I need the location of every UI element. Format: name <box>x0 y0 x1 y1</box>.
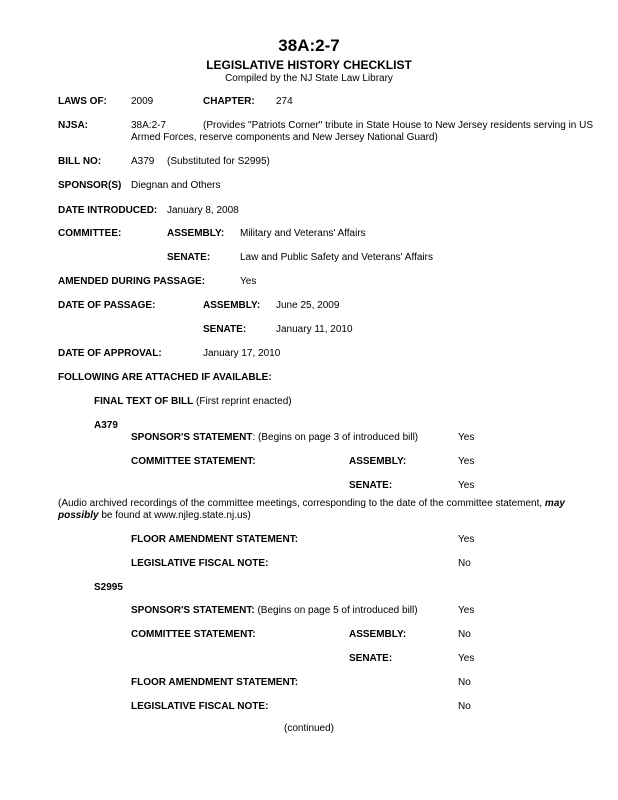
bill-no-note: (Substituted for S2995) <box>167 156 270 167</box>
chapter-value: 274 <box>276 96 293 107</box>
a379-floor-value: Yes <box>458 534 475 545</box>
document-title: LEGISLATIVE HISTORY CHECKLIST <box>206 58 412 72</box>
audio-note-before: (Audio archived recordings of the committee meetings, corresponding to the date of the committee statement, <box>58 498 545 509</box>
a379-sponsor-label: SPONSOR'S STATEMENT <box>131 432 253 443</box>
njsa-description: (Provides "Patriots Corner" tribute in State House to New Jersey residents serving in US Armed Forces, reserve components and New Jersey National Guard) <box>131 120 594 143</box>
a379-committee-label: COMMITTEE STATEMENT: <box>131 456 256 467</box>
approval-label: DATE OF APPROVAL: <box>58 348 162 359</box>
s2995-floor-value: No <box>458 677 471 688</box>
s2995-floor-label: FLOOR AMENDMENT STATEMENT: <box>131 677 299 688</box>
committee-senate-value: Law and Public Safety and Veterans' Affairs <box>240 252 433 263</box>
date-introduced-label: DATE INTRODUCED: <box>58 205 158 216</box>
a379-assembly-value: Yes <box>458 456 475 467</box>
s2995-sponsor-note: (Begins on page 5 of introduced bill) <box>254 605 418 616</box>
s2995-committee-label: COMMITTEE STATEMENT: <box>131 629 256 640</box>
a379-sponsor-value: Yes <box>458 432 475 443</box>
passage-label: DATE OF PASSAGE: <box>58 300 156 311</box>
attached-heading: FOLLOWING ARE ATTACHED IF AVAILABLE: <box>58 372 272 383</box>
committee-assembly-label: ASSEMBLY: <box>167 228 225 239</box>
a379-sponsor-line <box>131 432 418 444</box>
amended-label: AMENDED DURING PASSAGE: <box>58 276 206 287</box>
committee-label: COMMITTEE: <box>58 228 122 239</box>
date-introduced-value: January 8, 2008 <box>167 205 239 216</box>
s2995-sponsor-value: Yes <box>458 605 475 616</box>
a379-fiscal-label: LEGISLATIVE FISCAL NOTE: <box>131 558 269 569</box>
s2995-sponsor-line <box>131 605 418 617</box>
audio-note-after: be found at www.njleg.state.nj.us) <box>98 510 251 521</box>
final-text-note: (First reprint enacted) <box>196 396 292 407</box>
audio-note-emphasis: may possibly <box>58 498 565 521</box>
a379-sponsor-note: : (Begins on page 3 of introduced bill) <box>252 432 419 443</box>
sponsors-label: SPONSOR(S) <box>58 180 122 191</box>
a379-heading: A379 <box>94 420 118 431</box>
citation-heading: 38A:2-7 <box>278 36 340 55</box>
approval-value: January 17, 2010 <box>203 348 281 359</box>
final-text-label: FINAL TEXT OF BILL <box>94 396 194 407</box>
a379-fiscal-value: No <box>458 558 471 569</box>
a379-senate-value: Yes <box>458 480 475 491</box>
s2995-senate-value: Yes <box>458 653 475 664</box>
bill-no-value: A379 <box>131 156 155 167</box>
a379-senate-label: SENATE: <box>349 480 393 491</box>
compiled-by: Compiled by the NJ State Law Library <box>225 73 393 84</box>
laws-of-value: 2009 <box>131 96 154 107</box>
s2995-assembly-value: No <box>458 629 471 640</box>
committee-senate-label: SENATE: <box>167 252 211 263</box>
passage-senate-label: SENATE: <box>203 324 247 335</box>
continued-note: (continued) <box>283 723 335 734</box>
s2995-senate-label: SENATE: <box>349 653 393 664</box>
a379-assembly-label: ASSEMBLY: <box>349 456 407 467</box>
amended-value: Yes <box>240 276 257 287</box>
s2995-fiscal-value: No <box>458 701 471 712</box>
sponsors-value: Diegnan and Others <box>131 180 221 191</box>
s2995-assembly-label: ASSEMBLY: <box>349 629 407 640</box>
s2995-heading: S2995 <box>94 582 123 593</box>
final-text-line <box>94 396 292 408</box>
njsa-value: 38A:2-7 <box>131 120 167 131</box>
audio-note <box>58 498 603 522</box>
bill-no-label: BILL NO: <box>58 156 102 167</box>
s2995-fiscal-label: LEGISLATIVE FISCAL NOTE: <box>131 701 269 712</box>
passage-senate-value: January 11, 2010 <box>276 324 353 335</box>
a379-floor-label: FLOOR AMENDMENT STATEMENT: <box>131 534 299 545</box>
njsa-label: NJSA: <box>58 120 89 131</box>
committee-assembly-value: Military and Veterans' Affairs <box>240 228 366 239</box>
chapter-label: CHAPTER: <box>203 96 255 107</box>
laws-of-label: LAWS OF: <box>58 96 107 107</box>
s2995-sponsor-label: SPONSOR'S STATEMENT: <box>131 605 255 616</box>
passage-assembly-value: June 25, 2009 <box>276 300 340 311</box>
passage-assembly-label: ASSEMBLY: <box>203 300 261 311</box>
